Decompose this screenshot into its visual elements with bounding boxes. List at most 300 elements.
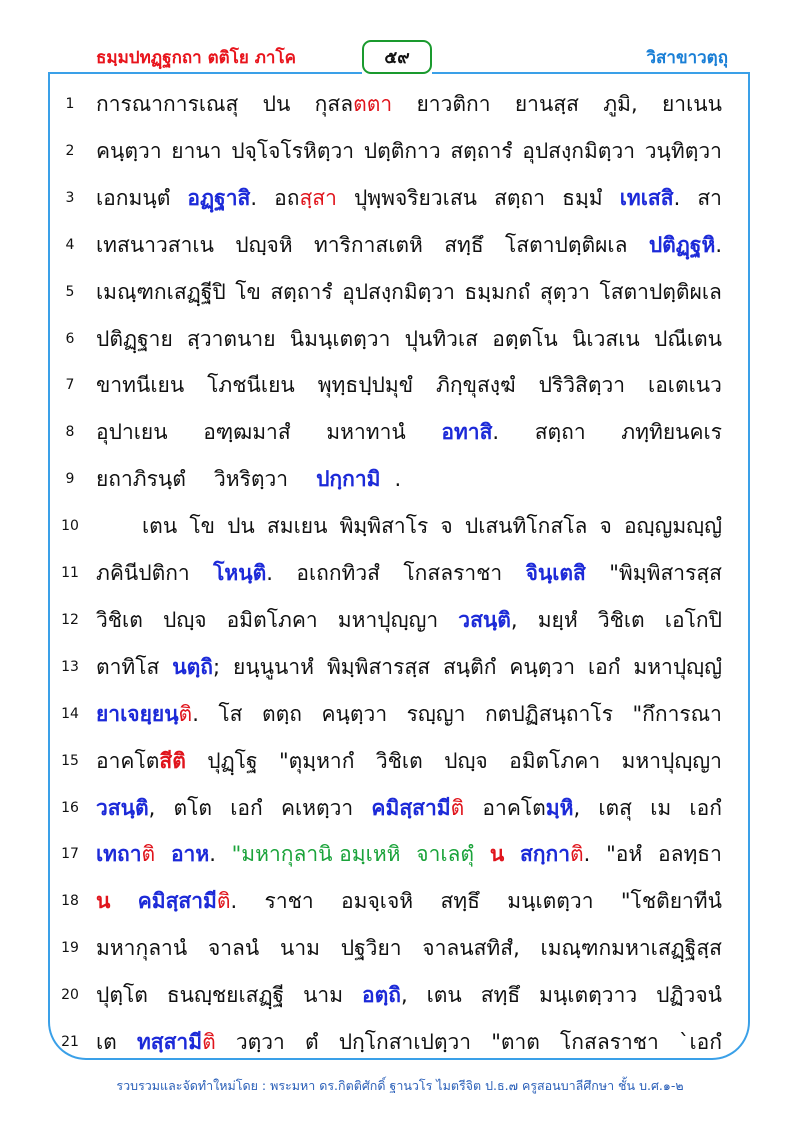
term: โส (218, 702, 243, 726)
word (464, 272, 530, 312)
punctuation: , (400, 983, 408, 1007)
term: ภูมิ, (603, 92, 638, 116)
word (280, 928, 320, 968)
word (520, 834, 590, 874)
term: รญฺญา (406, 702, 466, 726)
term: มยฺหํ (537, 608, 578, 632)
term: พุทฺธปฺปมุขํ (317, 373, 414, 397)
term: เอโกปิ (664, 608, 722, 632)
word (189, 506, 215, 546)
term: ปติฏฺฐาย (96, 327, 173, 351)
word (96, 412, 168, 452)
text-line (96, 928, 722, 968)
text-line (96, 178, 722, 218)
term: การณาการเณสุ (96, 92, 239, 116)
term: ปุนทิวเส (404, 327, 478, 351)
term: ปน (227, 514, 255, 538)
term: อถ (274, 186, 300, 210)
term: สตฺถา (494, 186, 546, 210)
term: สา (697, 186, 722, 210)
term: ปน (262, 92, 291, 116)
term: นาม (303, 983, 344, 1007)
punctuation: . (250, 186, 258, 210)
word (171, 834, 216, 874)
term: ปริวิสิตฺวา (538, 373, 626, 397)
word (407, 694, 466, 734)
word (167, 975, 284, 1015)
term: วิชิเต (375, 749, 423, 773)
word (321, 694, 387, 734)
term: เอเตเนว (648, 373, 722, 397)
word (440, 506, 452, 546)
word (620, 178, 681, 218)
term: เตสุ (598, 796, 632, 820)
term: โสตาปตฺติผเล (505, 233, 628, 257)
term: ปฐวิยา (340, 936, 402, 960)
word (509, 647, 575, 687)
word (633, 647, 722, 687)
punctuation: . (192, 702, 199, 726)
line-number: 17 (61, 846, 79, 862)
word (656, 975, 722, 1015)
word (441, 412, 499, 452)
page-number-badge (362, 40, 432, 74)
word (341, 881, 413, 921)
highlighted-term: สีติ (159, 749, 186, 773)
term: โข (189, 514, 215, 538)
term: ปญฺจหิ (235, 233, 293, 257)
term: อาคโต (96, 749, 160, 773)
word (665, 600, 722, 640)
line-number: 3 (65, 190, 75, 206)
word (214, 459, 302, 499)
term: "ตุมฺหากํ (278, 749, 355, 773)
term: มหาปุญฺญา (621, 749, 722, 773)
word (606, 834, 642, 874)
line-number: 13 (61, 659, 79, 675)
highlighted-term: มฺหิ (545, 796, 574, 820)
word (562, 178, 603, 218)
word (96, 225, 214, 265)
term: มหาปุญฺญํ (633, 655, 722, 679)
word (231, 131, 354, 171)
term: อตฺตโน (492, 327, 558, 351)
term: ภคินีปติกา (96, 561, 190, 585)
word (364, 131, 441, 171)
word (465, 506, 587, 546)
text-line (96, 881, 722, 921)
term: ปุพฺพจริยวเสน (353, 186, 477, 210)
line-number: 10 (61, 518, 79, 534)
word (588, 647, 621, 687)
term: วนฺทิตฺวา (644, 139, 722, 163)
word (416, 834, 474, 874)
term: ยนฺนูนาหํ (233, 655, 315, 679)
term: "โชติยาทีนํ (620, 889, 722, 913)
word (274, 178, 337, 218)
text-line (96, 84, 722, 124)
punctuation: ; (213, 655, 221, 679)
punctuation: . (230, 889, 238, 913)
word (163, 600, 207, 640)
term: เทสนาวสาเน (96, 233, 214, 257)
word (658, 834, 722, 874)
punctuation: . (492, 420, 500, 444)
highlighted-term: โหนฺติ (213, 561, 267, 585)
word (440, 881, 479, 921)
punctuation: . (394, 467, 402, 491)
term: "ตาต (491, 1030, 540, 1054)
term: อมิตโภคา (226, 608, 318, 632)
term: โภชนีเยน (207, 373, 295, 397)
word (339, 1022, 471, 1062)
word (96, 741, 186, 781)
word (235, 225, 292, 265)
line-number: 18 (61, 893, 79, 909)
term: โกสลราชา (403, 561, 503, 585)
line-number: 20 (61, 987, 79, 1003)
punctuation: , (510, 608, 518, 632)
word (481, 975, 520, 1015)
text-line (96, 647, 722, 687)
term: ปตฺติกาว (363, 139, 441, 163)
word (230, 788, 263, 828)
highlighted-term: ทสฺสามี (136, 1030, 203, 1054)
punctuation: . (266, 561, 273, 585)
term: นิเวสเน (572, 327, 640, 351)
term: วตฺวา (235, 1030, 285, 1054)
word (171, 131, 221, 171)
word (316, 459, 415, 499)
word (207, 365, 295, 405)
term: เต (96, 1030, 117, 1054)
frame-top-left-border (48, 72, 362, 74)
word (648, 365, 722, 405)
page-number: ๕๙ (384, 47, 410, 68)
term: อมจฺเจหิ (341, 889, 414, 913)
term: ปณีเตน (654, 327, 722, 351)
word (96, 600, 143, 640)
term: สุตฺวา (539, 280, 590, 304)
term: อญฺญมญฺญํ (623, 514, 722, 538)
word (427, 975, 462, 1015)
term: สตฺถา (534, 420, 586, 444)
line-number: 6 (65, 331, 75, 347)
text-line (96, 131, 722, 171)
term: อุปสงฺกมิตฺวา (342, 280, 455, 304)
footer-credit: รวบรวมและจัดทำใหม่โดย : พระมหา ดร.กิตติศักดิ์ ฐานวโร ไมตรีจิต ป.ธ.๗ ครูสอนบาลีศึกษา ชั้น บ.ศ.๑-๒ (116, 1078, 684, 1093)
word (482, 788, 580, 828)
term: เตน (426, 983, 462, 1007)
word (267, 506, 328, 546)
line-number: 7 (65, 377, 75, 393)
highlighted-term: สกฺกา (519, 842, 570, 866)
word (599, 272, 721, 312)
word (96, 834, 155, 874)
term: กตปฏิสนฺถาโร (484, 702, 613, 726)
word (541, 928, 722, 968)
word (539, 975, 637, 1015)
word (443, 647, 497, 687)
word (662, 84, 722, 124)
word (203, 412, 290, 452)
word (654, 319, 722, 359)
word (492, 319, 558, 359)
highlighted-term: น (489, 842, 505, 866)
highlighted-term: ติ (216, 889, 231, 913)
word (458, 600, 517, 640)
term: มหากุลานํ (96, 936, 188, 960)
highlighted-term: อฏฺฐาสิ (187, 186, 251, 210)
highlighted-term: ติ (178, 702, 193, 726)
term: อาคโต (482, 796, 546, 820)
word (598, 600, 645, 640)
punctuation: , (148, 796, 156, 820)
line-number: 14 (61, 706, 79, 722)
word (603, 84, 637, 124)
word (233, 647, 314, 687)
term: อลทฺธา (657, 842, 722, 866)
text-line (96, 412, 722, 452)
highlighted-term: จาเลตุํ (416, 842, 475, 866)
term: ยานสฺส (514, 92, 579, 116)
text-line (96, 225, 722, 265)
term: ปญฺจ (162, 608, 207, 632)
word (444, 225, 483, 265)
highlighted-term: คมิสฺสามี (371, 796, 451, 820)
term: โสตาปตฺติผเล (599, 280, 722, 304)
line-number: 1 (65, 96, 75, 112)
term: สทฺธึ (444, 233, 484, 257)
term: ยาเนน (661, 92, 722, 116)
word (609, 553, 722, 593)
text-line (96, 1022, 722, 1062)
highlighted-term: อทาสิ (441, 420, 493, 444)
term: จาลนสทิสํ, (422, 936, 520, 960)
highlighted-term: สฺสา (299, 186, 337, 210)
line-number: 19 (61, 940, 79, 956)
term: ปญฺจ (444, 749, 488, 773)
word (318, 365, 413, 405)
word (96, 1022, 117, 1062)
term: วิหริตฺวา (213, 467, 289, 491)
term: ภิกฺขุสงฺฆํ (436, 373, 516, 397)
word (342, 272, 455, 312)
term: เม (650, 796, 672, 820)
word (405, 319, 478, 359)
line-number: 9 (65, 471, 75, 487)
highlighted-term: น (96, 889, 111, 913)
line-number: 4 (65, 237, 75, 253)
term: ยานา (171, 139, 222, 163)
term: ยาวติกา (416, 92, 491, 116)
term: สนฺติกํ (442, 655, 497, 679)
punctuation: . (209, 842, 216, 866)
line-number: 11 (61, 565, 79, 581)
word (645, 131, 722, 171)
term: เมณฺฑกมหาเสฏฺฐิสฺส (540, 936, 722, 960)
word (281, 788, 353, 828)
highlighted-term: วสนฺติ (458, 608, 511, 632)
word (96, 928, 187, 968)
line-number: 8 (65, 424, 75, 440)
term: สทฺธึ (480, 983, 521, 1007)
word (208, 928, 259, 968)
word (262, 694, 302, 734)
punctuation: . (715, 233, 722, 257)
term: "พิมฺพิสารสฺส (609, 561, 722, 585)
word (341, 928, 402, 968)
word (422, 928, 519, 968)
word (96, 131, 162, 171)
term: คนฺตฺวา (509, 655, 576, 679)
highlighted-term: คมิสฺสามี (137, 889, 217, 913)
term: เอกํ (230, 796, 263, 820)
term: ยถาภิรนฺตํ (96, 467, 186, 491)
word (96, 553, 190, 593)
word (650, 788, 671, 828)
word (96, 881, 110, 921)
word (265, 881, 314, 921)
word (621, 412, 722, 452)
highlighted-term: เทถา (96, 842, 142, 866)
term: ปุฏฺโฐ (207, 749, 258, 773)
term: ตโต (173, 796, 213, 820)
highlighted-term: ปกฺกามิ (316, 467, 381, 491)
word (376, 741, 423, 781)
term: เอกํ (689, 796, 722, 820)
word (187, 178, 257, 218)
word (236, 1022, 285, 1062)
word (270, 272, 332, 312)
term: สตฺถารํ (450, 139, 513, 163)
word (622, 741, 722, 781)
term: คนฺตฺวา (321, 702, 388, 726)
punctuation: , (573, 796, 581, 820)
term: อุปสงฺกมิตฺวา (522, 139, 636, 163)
highlighted-term: จินฺเตสิ (525, 561, 586, 585)
term: สตฺถารํ (270, 280, 333, 304)
word (96, 647, 159, 687)
word (338, 600, 438, 640)
line-number: 15 (61, 753, 79, 769)
word (505, 225, 627, 265)
word (649, 225, 722, 265)
word (305, 1022, 319, 1062)
word (371, 788, 464, 828)
word (491, 1022, 540, 1062)
word (142, 506, 177, 546)
word (218, 694, 242, 734)
term: วิชิเต (96, 608, 143, 632)
term: เอกมนฺตํ (96, 186, 171, 210)
word (679, 1022, 722, 1062)
word (96, 694, 199, 734)
word (539, 365, 625, 405)
word (207, 741, 257, 781)
text-line (96, 975, 722, 1015)
word (535, 412, 586, 452)
book-title: ธมฺมปทฏฺฐกถา ตติโย ภาโค (96, 48, 296, 68)
term: มนฺเตตฺวาว (539, 983, 638, 1007)
word (314, 225, 423, 265)
term: สฺวาตนาย (187, 327, 276, 351)
term: คเหตฺวา (280, 796, 354, 820)
word (572, 319, 640, 359)
word (490, 834, 504, 874)
line-number: 2 (65, 143, 75, 159)
term: สทฺธึ (440, 889, 480, 913)
story-title: วิสาขาวตฺถุ (646, 48, 728, 68)
term: เอกํ (587, 655, 621, 679)
term: ปฏิวจนํ (656, 983, 722, 1007)
term: อฑฺฒมาสํ (203, 420, 291, 444)
term: อมิตโภคา (509, 749, 601, 773)
highlighted-term: ติ (141, 842, 156, 866)
term: คนฺตฺวา (96, 139, 162, 163)
word (96, 84, 238, 124)
word (96, 975, 148, 1015)
word (290, 319, 391, 359)
text-line (96, 272, 722, 312)
word (96, 365, 184, 405)
word (315, 84, 392, 124)
text-line (96, 459, 722, 499)
term: ทาริกาสเตหิ (313, 233, 423, 257)
word (362, 975, 408, 1015)
word (187, 319, 276, 359)
word (436, 365, 516, 405)
term: นาม (280, 936, 321, 960)
word (354, 178, 477, 218)
term: ปเสนทิโกสโล (464, 514, 588, 538)
text-line (96, 741, 722, 781)
word (403, 553, 502, 593)
term: มหาปุญฺญา (337, 608, 439, 632)
term: มหาทานํ (326, 420, 406, 444)
highlighted-term: ติ (570, 842, 584, 866)
word (494, 178, 545, 218)
word (598, 788, 632, 828)
word (96, 319, 173, 359)
word (137, 1022, 216, 1062)
line-number: 12 (61, 612, 79, 628)
word (416, 84, 490, 124)
word (444, 741, 488, 781)
word (96, 178, 170, 218)
term: โข (235, 280, 261, 304)
word (485, 694, 613, 734)
word (689, 788, 722, 828)
highlighted-term: ตตา (353, 92, 393, 116)
term: "อหํ (606, 842, 643, 866)
term: ธมฺมํ (562, 186, 603, 210)
word (213, 553, 273, 593)
text-line (96, 553, 722, 593)
term: ตตฺถ (261, 702, 302, 726)
word (263, 84, 291, 124)
term: ปกฺโกสาเปตฺวา (338, 1030, 472, 1054)
term: `เอกํ (678, 1030, 722, 1054)
text-line (96, 365, 722, 405)
word (279, 741, 355, 781)
term: วิชิเต (597, 608, 645, 632)
word (326, 412, 405, 452)
highlighted-term: นตฺถิ (172, 655, 214, 679)
line-number: 21 (61, 1034, 79, 1050)
word (621, 881, 722, 921)
term: ธมฺมกถํ (464, 280, 531, 304)
